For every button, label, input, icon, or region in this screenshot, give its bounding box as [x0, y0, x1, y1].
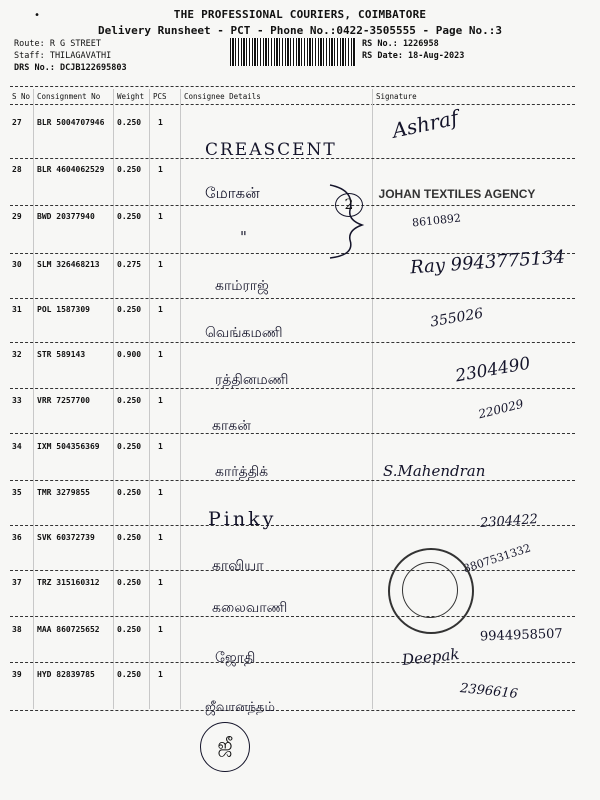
- cell-pcs: 1: [158, 350, 163, 359]
- hw-signature: Ray 9943775134: [409, 246, 566, 279]
- row-divider: [10, 570, 575, 571]
- hw-consignee: ஜோதி: [215, 650, 256, 666]
- cell-cno: BLR 5004707946: [37, 118, 105, 127]
- rs-date: RS Date: 18-Aug-2023: [362, 51, 465, 61]
- hw-consignee: ": [240, 228, 247, 246]
- round-seal: [388, 548, 474, 634]
- cell-wt: 0.250: [117, 533, 142, 542]
- staff-text: Staff: THILAGAVATHI: [14, 51, 112, 61]
- row-divider: [10, 710, 575, 711]
- circled-number: 2: [335, 193, 363, 217]
- cell-wt: 0.250: [117, 396, 142, 405]
- row-divider: [10, 388, 575, 389]
- hw-signature: Ashraf: [390, 105, 461, 143]
- cell-pcs: 1: [158, 396, 163, 405]
- left-meta: [14, 38, 127, 74]
- hw-consignee: காகன்: [212, 418, 251, 434]
- col-pcs: PCS: [153, 92, 167, 101]
- cell-wt: 0.250: [117, 488, 142, 497]
- row-divider: [10, 480, 575, 481]
- row-divider: [10, 342, 575, 343]
- col-consignment: Consignment No: [37, 92, 101, 101]
- cell-pcs: 1: [158, 118, 163, 127]
- cell-wt: 0.900: [117, 350, 142, 359]
- cell-wt: 0.250: [117, 212, 142, 221]
- col-signature: Signature: [376, 92, 417, 101]
- hw-signature: S.Mahendran: [383, 462, 486, 480]
- cell-wt: 0.250: [117, 305, 142, 314]
- cell-pcs: 1: [158, 165, 163, 174]
- bottom-circle: ஜீ: [200, 722, 250, 772]
- cell-sno: 32: [12, 350, 22, 359]
- hw-consignee: கார்த்திக்: [215, 464, 269, 480]
- cell-wt: 0.250: [117, 442, 142, 451]
- cell-pcs: 1: [158, 670, 163, 679]
- cell-pcs: 1: [158, 625, 163, 634]
- cell-wt: 0.250: [117, 625, 142, 634]
- cell-sno: 31: [12, 305, 22, 314]
- hw-signature: 2396616: [459, 681, 519, 702]
- barcode: [230, 38, 356, 66]
- cell-pcs: 1: [158, 578, 163, 587]
- hw-consignee: கலைவாணி: [212, 600, 288, 616]
- cell-cno: BLR 4604062529: [37, 165, 105, 174]
- hw-signature: 9944958507: [479, 626, 563, 645]
- drs-number: DRS No.: DCJB122695803: [14, 63, 127, 73]
- hw-signature: Deepak: [401, 645, 461, 669]
- hw-signature: 8807531332: [461, 541, 533, 576]
- cell-cno: IXM 504356369: [37, 442, 100, 451]
- col-weight: Weight: [117, 92, 145, 101]
- cell-cno: MAA 860725652: [37, 625, 100, 634]
- right-meta: [362, 38, 464, 62]
- cell-cno: TRZ 315160312: [37, 578, 100, 587]
- cell-cno: VRR 7257700: [37, 396, 90, 405]
- cell-sno: 29: [12, 212, 22, 221]
- rs-number: RS No.: 1226958: [362, 39, 439, 49]
- hw-consignee: காம்ராஜ்: [215, 278, 269, 294]
- cell-cno: TMR 3279855: [37, 488, 90, 497]
- cell-sno: 30: [12, 260, 22, 269]
- cell-cno: POL 1587309: [37, 305, 90, 314]
- hw-signature: 220029: [476, 396, 525, 422]
- cell-pcs: 1: [158, 212, 163, 221]
- cell-cno: BWD 20377940: [37, 212, 95, 221]
- cell-wt: 0.250: [117, 670, 142, 679]
- cell-pcs: 1: [158, 488, 163, 497]
- cell-cno: STR 589143: [37, 350, 86, 359]
- cell-sno: 33: [12, 396, 22, 405]
- cell-sno: 36: [12, 533, 22, 542]
- corner-mark: •: [34, 10, 41, 21]
- cell-sno: 28: [12, 165, 22, 174]
- cell-sno: 35: [12, 488, 22, 497]
- header-divider-bottom: [10, 104, 575, 105]
- round-seal-inner: [402, 562, 458, 618]
- row-divider: [10, 433, 575, 434]
- cell-sno: 34: [12, 442, 22, 451]
- hw-signature: 8610892: [411, 211, 462, 230]
- hw-consignee: மோகன்: [205, 184, 260, 202]
- row-divider: [10, 616, 575, 617]
- cell-pcs: 1: [158, 305, 163, 314]
- hw-consignee: ஜீவானந்தம்: [205, 700, 275, 715]
- cell-sno: 27: [12, 118, 22, 127]
- cell-pcs: 1: [158, 533, 163, 542]
- header-divider-top: [10, 86, 575, 87]
- hw-consignee: CREASCENT: [205, 140, 337, 160]
- row-divider: [10, 662, 575, 663]
- cell-sno: 39: [12, 670, 22, 679]
- company-title: THE PROFESSIONAL COURIERS, COIMBATORE: [173, 8, 427, 21]
- cell-cno: SLM 326468213: [37, 260, 100, 269]
- row-divider: [10, 298, 575, 299]
- hw-signature: 2304490: [453, 353, 532, 387]
- cell-sno: 37: [12, 578, 22, 587]
- cell-wt: 0.275: [117, 260, 142, 269]
- col-consignee: Consignee Details: [184, 92, 261, 101]
- agency-stamp: JOHAN TEXTILES AGENCY: [378, 187, 536, 201]
- cell-cno: SVK 60372739: [37, 533, 95, 542]
- hw-consignee: ரத்தினமணி: [215, 372, 289, 388]
- cell-wt: 0.250: [117, 578, 142, 587]
- cell-pcs: 1: [158, 260, 163, 269]
- cell-wt: 0.250: [117, 165, 142, 174]
- cell-sno: 38: [12, 625, 22, 634]
- cell-wt: 0.250: [117, 118, 142, 127]
- hw-consignee: Pinky: [208, 508, 277, 530]
- hw-signature: 355026: [429, 305, 485, 331]
- hw-consignee: வெங்கமணி: [205, 325, 283, 341]
- col-sno: S No: [12, 92, 31, 101]
- cell-pcs: 1: [158, 442, 163, 451]
- route-text: Route: R G STREET: [14, 39, 101, 49]
- cell-cno: HYD 82839785: [37, 670, 95, 679]
- hw-consignee: காவியா: [212, 558, 264, 574]
- runsheet-subtitle: Delivery Runsheet - PCT - Phone No.:0422-3505555 - Page No.:3: [98, 24, 502, 37]
- hw-signature: 2304422: [479, 511, 539, 532]
